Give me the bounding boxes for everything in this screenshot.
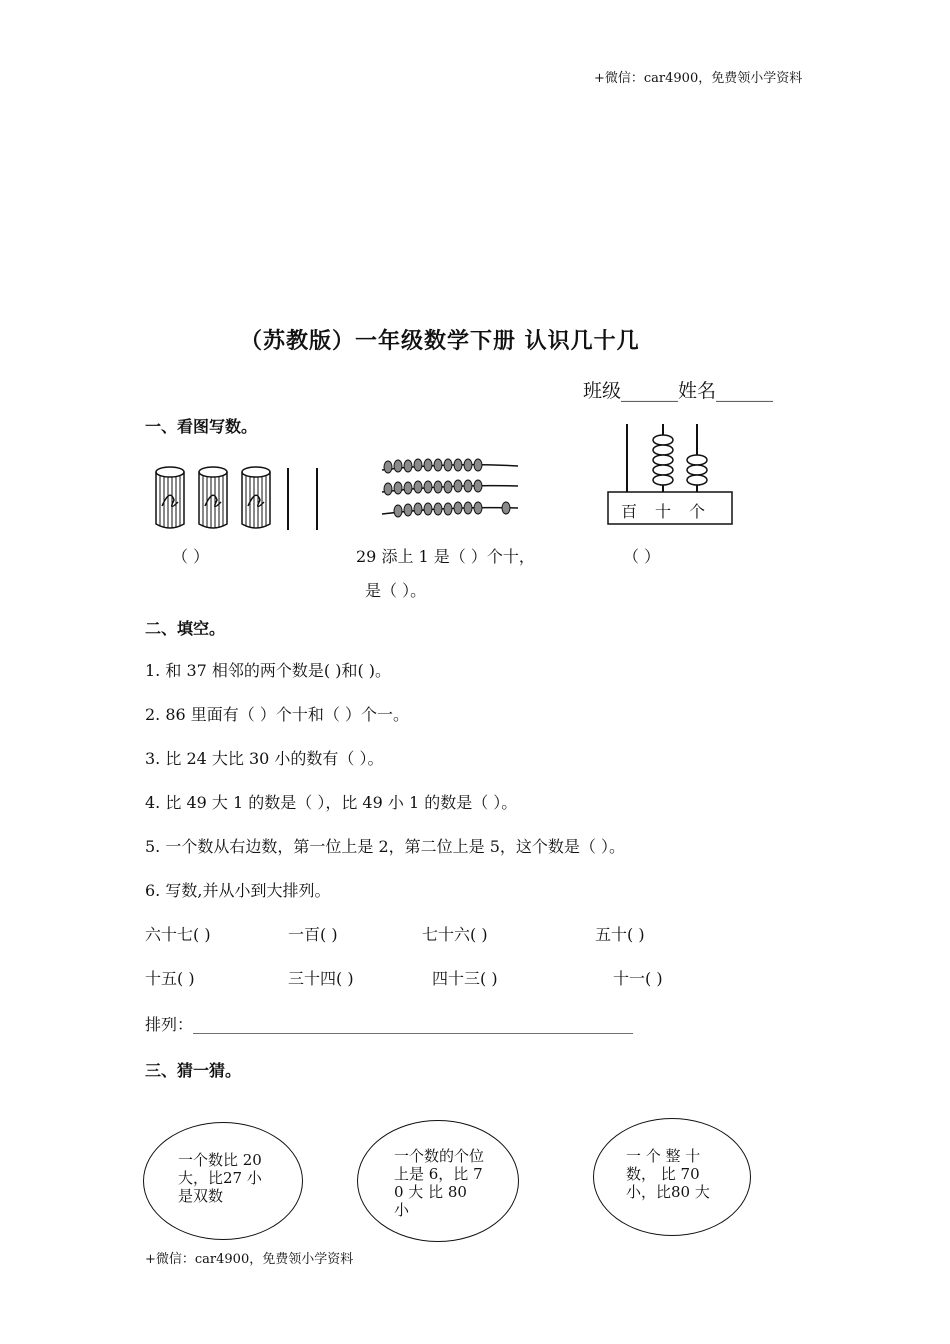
section1-heading: 一、看图写数。 (145, 417, 258, 436)
write-number-2: 一百( ) (288, 925, 338, 944)
guess-bubble-2-text: 一个数的个位上是 6，比 70 大 比 80 小 (394, 1147, 485, 1219)
tens-beads (653, 435, 673, 485)
header-note: +微信：car4900，免费领小学资料 (594, 71, 803, 86)
fill-item-6: 6. 写数,并从小到大排列。 (145, 881, 331, 900)
fill-item-2: 2. 86 里面有（ ）个十和（ ）个一。 (145, 705, 409, 724)
sort-line: 排列：_______________________________________________________ (145, 1015, 634, 1034)
guess-bubble-3 (593, 1118, 751, 1236)
fig1-answer: （ ） (172, 547, 210, 566)
fill-item-1: 1. 和 37 相邻的两个数是( )和( )。 (145, 661, 392, 680)
abacus-label-hundreds: 百 (621, 502, 638, 521)
section2-heading: 二、填空。 (145, 619, 226, 638)
bead-strings-figure (378, 452, 523, 524)
stick-bundle-3 (242, 467, 270, 528)
write-number-8: 十一( ) (613, 969, 663, 988)
bundles-figure (150, 462, 330, 534)
page-title: （苏教版）一年级数学下册 认识几十几 (240, 328, 640, 354)
stick-bundle-1 (156, 467, 184, 528)
fill-item-5: 5. 一个数从右边数，第一位上是 2，第二位上是 5，这个数是（ ）。 (145, 837, 625, 856)
class-name-line: 班级______姓名______ (583, 380, 774, 402)
write-number-4: 五十( ) (595, 925, 645, 944)
section3-heading: 三、猜一猜。 (145, 1061, 242, 1080)
guess-bubble-2 (357, 1120, 519, 1242)
ones-beads (687, 455, 707, 485)
fig3-answer: （ ） (623, 547, 661, 566)
write-number-5: 十五( ) (145, 969, 195, 988)
guess-bubble-1 (143, 1122, 303, 1240)
guess-bubble-1-text: 一个数比 20 大，比27 小是双数 (178, 1151, 262, 1205)
fig2-text-line1: 29 添上 1 是（ ）个十， (356, 547, 535, 566)
write-number-3: 七十六( ) (422, 925, 488, 944)
abacus-label-tens: 十 (655, 502, 672, 521)
guess-bubble-3-text: 一 个 整 十 数， 比 70 小，比80 大 (626, 1147, 710, 1201)
fill-item-4: 4. 比 49 大 1 的数是（ ），比 49 小 1 的数是（ ）。 (145, 793, 518, 812)
write-number-6: 三十四( ) (288, 969, 354, 988)
bead-row-3 (394, 502, 510, 517)
abacus-label-ones: 个 (689, 502, 706, 521)
write-number-1: 六十七( ) (145, 925, 211, 944)
fill-item-3: 3. 比 24 大比 30 小的数有（ ）。 (145, 749, 384, 768)
stick-bundle-2 (199, 467, 227, 528)
fig2-text-line2: 是（ ）。 (365, 581, 427, 600)
write-number-7: 四十三( ) (432, 969, 498, 988)
footer-note: +微信：car4900，免费领小学资料 (145, 1252, 354, 1267)
